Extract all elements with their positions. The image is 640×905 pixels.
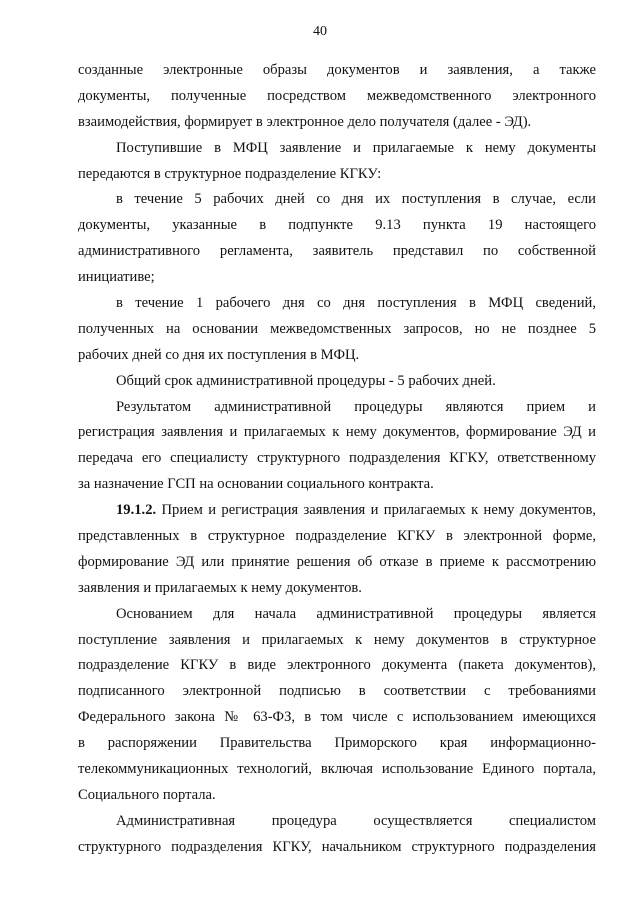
text-line: инициативе;: [78, 269, 155, 286]
text-line: взаимодействия, формирует в электронное дело получателя (далее - ЭД).: [78, 113, 532, 130]
text-line: документы, полученные посредством межведомственного электронного: [78, 87, 596, 104]
document-body: [78, 58, 596, 861]
text-line: передача его специалисту структурного подразделения КГКУ, ответственному: [78, 450, 596, 467]
text-line: полученных на основании межведомственных запросов, но не позднее 5: [78, 320, 596, 337]
text-line: созданные электронные образы документов и заявления, а также: [78, 62, 596, 78]
paragraph-first-line: в течение 5 рабочих дней со дня их поступления в случае, если: [116, 191, 596, 208]
paragraph-first-line: Административная процедура осуществляется специалистом: [116, 812, 596, 829]
text-line: Федерального закона № 63-ФЗ, в том числе с использованием имеющихся: [78, 709, 596, 726]
text-line: структурного подразделения КГКУ, начальником структурного подразделения: [78, 838, 596, 855]
paragraph-first-line: в течение 1 рабочего дня со дня поступления в МФЦ сведений,: [116, 295, 596, 312]
text-line: подразделение КГКУ в виде электронного документа (пакета документов),: [78, 657, 596, 674]
text-line: телекоммуникационных технологий, включая использование Единого портала,: [78, 761, 596, 778]
section-heading-line: [78, 498, 596, 524]
text-line: поступление заявления и прилагаемых к нему документов в структурное: [78, 631, 596, 648]
page-number: 40: [313, 24, 327, 39]
text-line: регистрация заявления и прилагаемых к нему документов, формирование ЭД и: [78, 424, 596, 441]
text-line: формирование ЭД или принятие решения об отказе в приеме к рассмотрению: [78, 553, 596, 570]
paragraph-first-line: Результатом административной процедуры являются прием и: [116, 398, 596, 415]
section-heading-text: Прием и регистрация заявления и прилагаемых к нему документов,: [156, 502, 596, 519]
text-line: передаются в структурное подразделение КГКУ:: [78, 165, 382, 182]
text-line: Социального портала.: [78, 786, 216, 803]
text-line: административного регламента, заявитель представил по собственной: [78, 243, 596, 260]
text-line: рабочих дней со дня их поступления в МФЦ.: [78, 346, 360, 363]
text-line: в распоряжении Правительства Приморского края информационно-: [78, 735, 596, 752]
text-line: заявления и прилагаемых к нему документов.: [78, 579, 362, 596]
text-line: документы, указанные в подпункте 9.13 пункта 19 настоящего: [78, 217, 596, 234]
text-line: за назначение ГСП на основании социального контракта.: [78, 476, 434, 493]
paragraph-first-line: Поступившие в МФЦ заявление и прилагаемые к нему документы: [116, 139, 596, 156]
text-line: подписанного электронной подписью в соответствии с требованиями: [78, 683, 596, 700]
paragraph-first-line: Основанием для начала административной процедуры является: [116, 605, 596, 622]
paragraph-first-line: Общий срок административной процедуры - 5 рабочих дней.: [116, 372, 496, 389]
text-line: представленных в структурное подразделение КГКУ в электронной форме,: [78, 528, 596, 545]
section-number: 19.1.2.: [116, 502, 157, 519]
